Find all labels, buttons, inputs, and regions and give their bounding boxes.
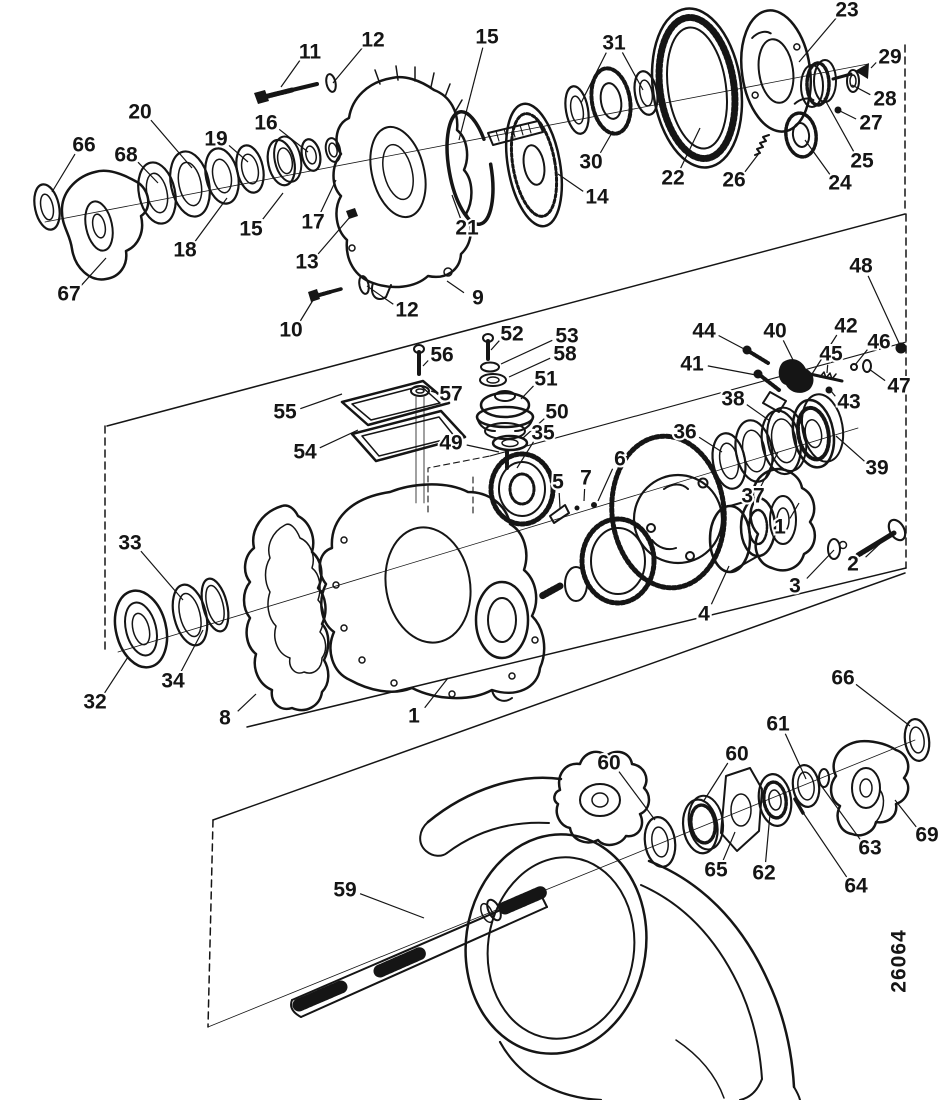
part-label-28: 28: [873, 87, 897, 111]
part-58-ring: [480, 374, 506, 386]
part-label-51: 51: [534, 367, 558, 391]
part-label-29: 29: [878, 45, 902, 69]
part-46-pin: [851, 364, 857, 370]
drawing-number: 26064: [887, 929, 911, 993]
part-9-ribs: [375, 66, 462, 112]
part-label-66: 66: [831, 666, 855, 690]
part-label-34: 34: [161, 669, 185, 693]
part-label-44: 44: [692, 319, 716, 343]
part-label-40: 40: [763, 319, 787, 343]
part-32-seal: [107, 585, 174, 673]
part-label-43: 43: [837, 390, 861, 414]
part-41-bolt-head: [754, 370, 763, 379]
part-label-39: 39: [865, 456, 889, 480]
part-label-2: 2: [847, 552, 859, 576]
part-label-67: 67: [57, 282, 81, 306]
part-67-bore-inner: [91, 213, 108, 239]
leader-line-12: [333, 48, 362, 83]
leader-line-29: [871, 63, 876, 69]
part-label-69: 69: [915, 823, 939, 847]
part-label-41: 41: [680, 352, 704, 376]
part-16-ring: [299, 137, 323, 172]
part-8-gasket: [244, 505, 328, 710]
part-label-8: 8: [219, 706, 231, 730]
part-34-washers: [167, 576, 233, 649]
leader-line-59: [360, 894, 424, 918]
part-65-retainer-plate: [721, 768, 762, 851]
part-label-6: 6: [614, 447, 626, 471]
part-28-washer: [847, 70, 859, 92]
part-27-ball: [835, 107, 842, 114]
leader-line-43: [831, 391, 835, 396]
part-11-bolt: [254, 84, 317, 104]
part-21-snap-ring: [439, 108, 500, 228]
part-label-33: 33: [118, 531, 142, 555]
part-label-21: 21: [455, 216, 479, 240]
part-31-ring-a: [562, 84, 592, 135]
leader-line-10: [300, 292, 318, 321]
part-label-4: 4: [698, 602, 710, 626]
leader-line-38: [747, 405, 770, 421]
leader-line-27: [840, 111, 856, 119]
part-label-42: 42: [834, 314, 858, 338]
part-41-plate: [763, 392, 786, 412]
part-2-bolt: [858, 517, 909, 555]
part-label-23: 23: [835, 0, 859, 22]
part-60-seal: [642, 815, 679, 869]
part-label-68: 68: [114, 143, 138, 167]
part-44-bolt: [750, 352, 768, 363]
part-7-pin: [575, 506, 580, 511]
leader-line-44: [719, 336, 746, 351]
part-label-60: 60: [597, 751, 621, 775]
part-label-3: 3: [789, 574, 801, 598]
part-52-bolt: [483, 334, 493, 359]
part-3-washer-nut: [828, 539, 847, 559]
leader-line-3: [807, 550, 834, 579]
part-44-bolt-head: [743, 346, 752, 355]
part-label-25: 25: [850, 149, 874, 173]
leader-line-32: [105, 657, 129, 693]
leader-line-5: [559, 493, 560, 508]
part-9-opening-inner: [378, 141, 419, 202]
part-label-9: 9: [472, 286, 484, 310]
leader-line-1: [790, 503, 799, 518]
leader-line-64: [800, 808, 847, 877]
part-label-60: 60: [725, 742, 749, 766]
part-60-bearing: [679, 793, 727, 855]
part-label-46: 46: [867, 330, 891, 354]
middle-assembly-artwork: [107, 334, 911, 710]
part-label-50: 50: [545, 400, 569, 424]
part-label-35: 35: [531, 421, 555, 445]
part-label-61: 61: [766, 712, 790, 736]
leader-line-15: [262, 193, 283, 221]
part-59-axle-shaft: [291, 892, 547, 1017]
leader-line-52: [491, 341, 499, 350]
part-label-37: 37: [741, 484, 765, 508]
part-9-bolt-hole-2: [349, 245, 355, 251]
leader-line-56: [423, 361, 428, 367]
part-26-spring: [755, 135, 769, 155]
leader-line-4: [711, 566, 729, 604]
part-label-20: 20: [128, 100, 152, 124]
part-label-27: 27: [859, 111, 883, 135]
bottom-assembly-axis: [208, 740, 915, 1027]
part-12-washer-upper: [325, 73, 338, 92]
part-label-7: 7: [580, 466, 592, 490]
part-label-12: 12: [361, 28, 385, 52]
part-label-22: 22: [661, 166, 685, 190]
part-label-10: 10: [279, 318, 303, 342]
part-label-47: 47: [887, 374, 911, 398]
part-13-plug: [346, 208, 358, 219]
part-label-1: 1: [408, 704, 420, 728]
part-9-opening: [362, 121, 435, 223]
bottom-zone-left-border: [208, 820, 213, 1027]
leader-line-24: [805, 140, 830, 175]
leader-line-17: [321, 180, 336, 212]
part-30-gear: [587, 65, 636, 137]
leader-line-25: [824, 98, 854, 152]
part-6-ball: [591, 502, 597, 508]
leader-line-45: [827, 365, 828, 373]
leader-line-69: [895, 800, 916, 827]
part-label-64: 64: [844, 874, 868, 898]
part-label-57: 57: [439, 382, 463, 406]
part-label-17: 17: [301, 210, 325, 234]
part-label-15: 15: [239, 217, 263, 241]
part-1-main-case: [320, 484, 544, 700]
leader-line-28: [852, 85, 870, 95]
part-label-32: 32: [83, 690, 107, 714]
leader-line-36: [699, 437, 722, 452]
part-label-13: 13: [295, 250, 319, 274]
leader-line-7: [584, 489, 585, 501]
part-label-55: 55: [273, 400, 297, 424]
part-label-16: 16: [254, 111, 278, 135]
part-53-washer: [481, 363, 499, 372]
leader-line-63: [820, 784, 860, 839]
part-label-59: 59: [333, 878, 357, 902]
middle-zone-bottom-border: [247, 568, 906, 727]
part-67-bore: [81, 199, 117, 253]
leader-line-26: [745, 152, 760, 172]
leader-line-41: [708, 366, 756, 375]
leader-line-18: [195, 198, 227, 241]
part-label-19: 19: [204, 127, 228, 151]
part-label-14: 14: [585, 185, 609, 209]
part-40-fork: [779, 359, 814, 393]
part-22-chain-drum: [642, 3, 751, 174]
part-label-18: 18: [173, 238, 197, 262]
part-label-45: 45: [819, 342, 843, 366]
part-label-12: 12: [395, 298, 419, 322]
part-label-24: 24: [828, 171, 852, 195]
part-label-26: 26: [722, 168, 746, 192]
bottom-assembly-artwork: [291, 718, 932, 1100]
part-label-54: 54: [293, 440, 317, 464]
leader-line-20: [151, 120, 192, 168]
part-14-sprocket-shaft: [488, 99, 570, 230]
leader-line-31: [581, 53, 606, 103]
part-15-bearing: [263, 134, 305, 188]
leader-line-33: [141, 551, 183, 600]
part-label-1: 1: [774, 515, 786, 539]
leader-line-51: [521, 386, 534, 399]
leader-line-9: [447, 281, 464, 293]
part-66-seal-rear: [902, 718, 932, 763]
leader-line-46: [855, 350, 867, 365]
part-label-65: 65: [704, 858, 728, 882]
part-label-30: 30: [579, 150, 603, 174]
part-label-36: 36: [673, 420, 697, 444]
part-35-gear: [491, 454, 553, 524]
part-label-56: 56: [430, 343, 454, 367]
pinion-gear-assembly: [542, 519, 654, 603]
part-48-nut: [896, 343, 907, 354]
part-label-58: 58: [553, 342, 577, 366]
part-label-15: 15: [475, 25, 499, 49]
leader-line-54: [320, 430, 358, 448]
part-label-31: 31: [602, 31, 626, 55]
part-66-seal: [30, 182, 63, 232]
leader-line-11: [281, 61, 300, 88]
part-label-11: 11: [298, 40, 322, 64]
part-56-breather-bolt: [414, 345, 424, 374]
part-label-62: 62: [752, 861, 776, 885]
leader-line-1: [425, 678, 448, 708]
part-label-48: 48: [849, 254, 873, 278]
leader-line-66: [856, 684, 910, 726]
part-label-49: 49: [439, 431, 463, 455]
part-69-yoke: [831, 741, 908, 835]
part-label-66: 66: [72, 133, 96, 157]
leader-line-55: [300, 394, 342, 409]
leader-line-23: [799, 18, 836, 62]
leader-line-47: [869, 369, 885, 381]
part-label-38: 38: [721, 387, 745, 411]
part-label-5: 5: [552, 470, 564, 494]
leader-line-8: [238, 694, 256, 711]
part-label-53: 53: [555, 324, 579, 348]
part-label-52: 52: [500, 322, 524, 346]
part-51-cap: [477, 391, 533, 439]
part-label-63: 63: [858, 836, 882, 860]
